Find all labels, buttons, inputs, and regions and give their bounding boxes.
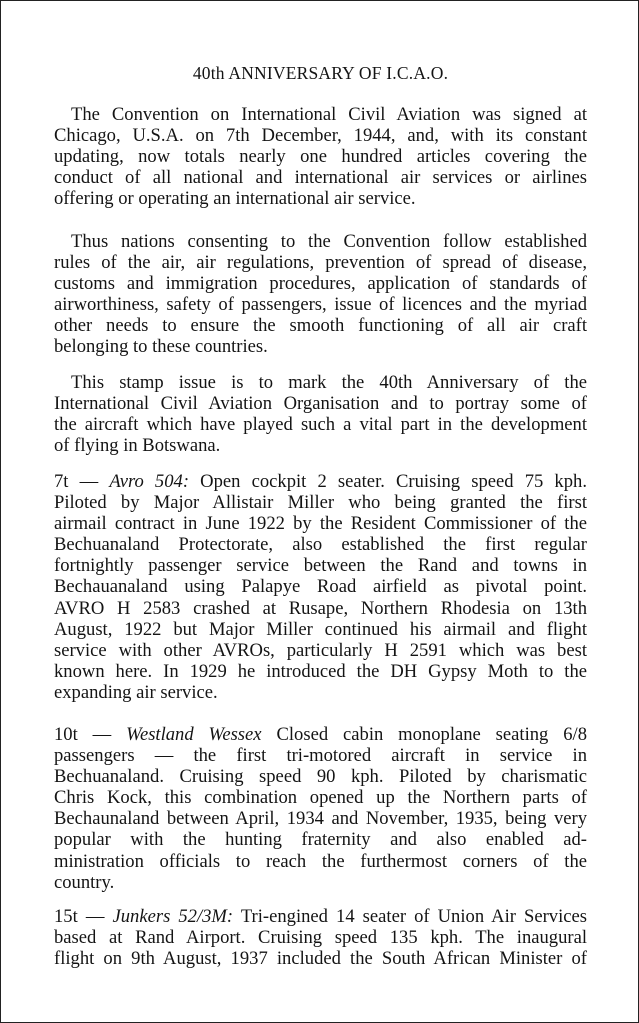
convention-paragraph [54, 231, 587, 358]
stamp-7t-paragraph [54, 471, 587, 703]
text-line: Bechaunaland between April, 1934 and November, 1935, being very [54, 808, 587, 830]
text-line: airmail contract in June 1922 by the Resident Commissioner of the [54, 513, 587, 535]
text-line: expanding air service. [54, 681, 218, 703]
text-line: other needs to ensure the smooth functioning of all air craft [54, 315, 587, 337]
aircraft-name: Westland Wessex [126, 724, 262, 745]
text-line: conduct of all national and international air services or airlines [54, 167, 587, 189]
text-line: The Convention on International Civil Aviation was signed at [71, 104, 587, 125]
document-title: 40th ANNIVERSARY OF I.C.A.O. [192, 63, 449, 83]
stamp-first-line [54, 724, 587, 745]
text-line: Bechuanaland Protectorate, also established the first regular [54, 534, 587, 556]
stamp-value: 7t — [54, 471, 99, 492]
text-line: rules of the air, air regulations, prevention of spread of disease, [54, 252, 587, 274]
text-line: offering or operating an international air service. [54, 188, 416, 210]
text-line: Thus nations consenting to the Convention follow established [71, 231, 587, 252]
text-line: of flying in Botswana. [54, 435, 221, 457]
text-line: This stamp issue is to mark the 40th Anniversary of the [71, 372, 587, 393]
text-fragment: Tri-engined 14 seater of Union Air Services [240, 906, 587, 927]
text-line: AVRO H 2583 crashed at Rusape, Northern Rhodesia on 13th [54, 597, 587, 619]
text-line: passengers — the first tri-motored aircraft in service in [54, 745, 587, 767]
text-line: the aircraft which have played such a vital part in the development [54, 414, 587, 436]
text-line: Chris Kock, this combination opened up the Northern parts of [54, 787, 587, 809]
text-line: updating, now totals nearly one hundred articles covering the [54, 146, 587, 168]
text-line: ministration officials to reach the furthermost corners of the [54, 850, 587, 872]
aircraft-name: Junkers 52/3M: [112, 906, 234, 927]
stamp-15t-paragraph [54, 906, 587, 969]
text-line: Piloted by Major Allistair Miller who being granted the first [54, 492, 587, 514]
text-line: belonging to these countries. [54, 336, 268, 358]
text-line: fortnightly passenger service between the Rand and towns in [54, 555, 587, 577]
text-line: airworthiness, safety of passengers, issue of licences and the myriad [54, 294, 587, 316]
text-line: service with other AVROs, particularly H 2591 which was best [54, 639, 587, 661]
text-line: based at Rand Airport. Cruising speed 135 kph. The inaugural [54, 927, 587, 949]
text-line: Bechuanaland. Cruising speed 90 kph. Piloted by charismatic [54, 766, 587, 788]
intro-paragraph [54, 104, 587, 209]
aircraft-name: Avro 504: [109, 471, 190, 492]
text-line: popular with the hunting fraternity and also enabled ad- [54, 829, 587, 851]
text-line: Bechauanaland using Palapye Road airfield as pivotal point. [54, 576, 587, 598]
stamp-first-line [54, 906, 587, 927]
text-fragment: Closed cabin monoplane seating 6/8 [276, 724, 588, 745]
text-line: Chicago, U.S.A. on 7th December, 1944, and, with its constant [54, 125, 587, 147]
text-fragment: Open cockpit 2 seater. Cruising speed 75 kph. [200, 471, 587, 492]
stamp-value: 10t — [54, 724, 112, 745]
text-line: customs and immigration procedures, application of standards of [54, 273, 587, 295]
stamp-issue-paragraph [54, 372, 587, 456]
stamp-value: 15t — [54, 906, 105, 927]
text-line: International Civil Aviation Organisation and to portray some of [54, 393, 587, 415]
text-line: August, 1922 but Major Miller continued his airmail and flight [54, 618, 587, 640]
text-line: country. [54, 871, 115, 893]
stamp-first-line [54, 471, 587, 492]
text-line: flight on 9th August, 1937 included the South African Minister of [54, 948, 587, 970]
stamp-10t-paragraph [54, 724, 587, 893]
text-line: known here. In 1929 he introduced the DH Gypsy Moth to the [54, 660, 587, 682]
